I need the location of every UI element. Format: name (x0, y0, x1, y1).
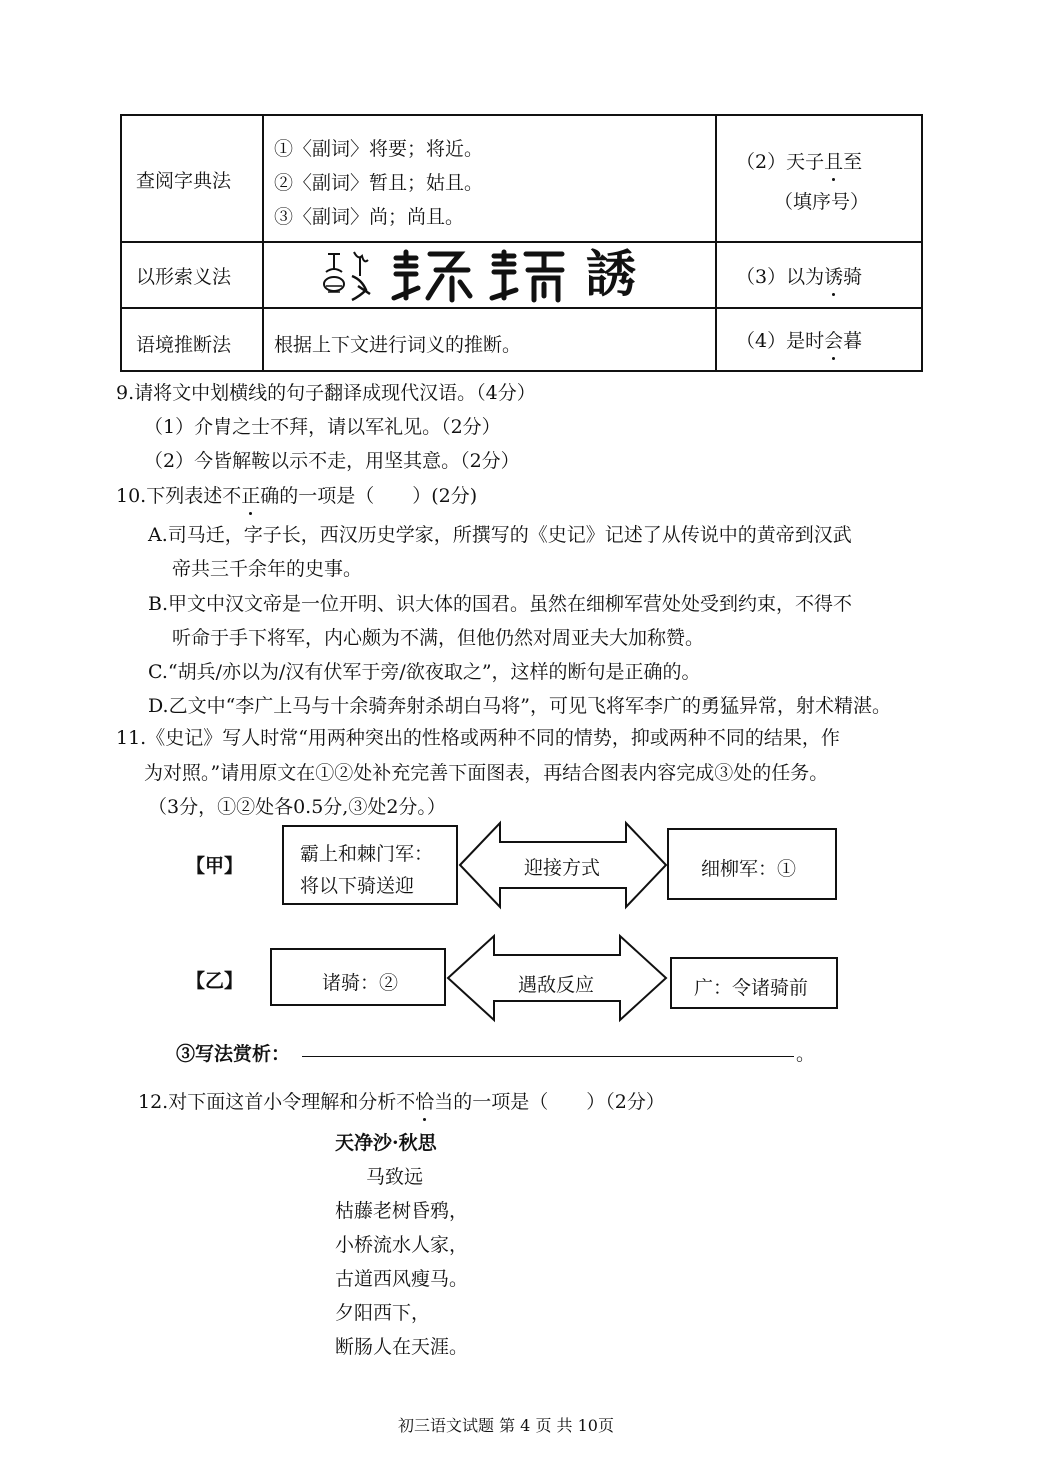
question-9-item: （1）介胄之士不拜，请以军礼见。（2分） (144, 416, 501, 438)
question-10-title: 10.下列表述不正确的一项是（ ）(2分) (116, 481, 477, 508)
question-11-line: 11.《史记》写人时常“用两种突出的性格或两种不同的情势，抑或两种不同的结果，作 (116, 727, 840, 749)
jia-left-line: 将以下骑送迎 (300, 875, 415, 897)
emphasis-phrase: 不恰当 (396, 1087, 453, 1114)
option-b: B.甲文中汉文帝是一位开明、识大体的国君。虽然在细柳军营处处受到约束，不得不 (148, 593, 853, 615)
poem-line: 古道西风瘦马。 (335, 1268, 469, 1290)
poem-title: 天净沙·秋思 (335, 1132, 437, 1154)
jia-right-box (667, 828, 837, 900)
character-evolution-glyphs (318, 244, 688, 304)
task-3-end: 。 (796, 1043, 816, 1065)
diagram-label-jia: 【甲】 (186, 855, 244, 877)
table-divider (715, 116, 717, 370)
example-cell: （2）天子且至 (736, 147, 862, 174)
yi-right-box (670, 957, 838, 1009)
option-d: D.乙文中“李广上马与十余骑奔射杀胡白马将”，可见飞将军李广的勇猛异常，射术精湛。 (148, 695, 892, 717)
question-9-title: 9.请将文中划横线的句子翻译成现代汉语。（4分） (116, 382, 536, 404)
poem-line: 夕阳西下， (335, 1302, 431, 1324)
jia-left-box (282, 825, 458, 905)
method-cell: 以形索义法 (136, 266, 232, 288)
poem-author: 马致远 (366, 1166, 424, 1188)
emphasis-char: 且 (824, 147, 843, 174)
emphasis-phrase: 不正确 (222, 485, 279, 507)
bronze-glyph-icon (390, 248, 476, 304)
yi-right-text: 广：令诸骑前 (694, 977, 809, 999)
option-a: A.司马迁，字子长，西汉历史学家，所撰写的《史记》记述了从传说中的黄帝到汉武 (148, 524, 852, 546)
option-a-cont: 帝共三千余年的史事。 (172, 558, 363, 580)
question-9-item: （2）今皆解鞍以示不走，用坚其意。（2分） (144, 450, 520, 472)
jia-left-line: 霸上和棘门军： (300, 843, 434, 865)
table-divider (122, 307, 921, 309)
poem-line: 枯藤老树昏鸦， (335, 1200, 469, 1222)
yi-arrow-label: 遇敌反应 (518, 974, 595, 996)
diagram-label-yi: 【乙】 (186, 970, 244, 992)
question-11-score: （3分，①②处各0.5分,③处2分。） (148, 796, 446, 818)
poem-line: 小桥流水人家， (335, 1234, 469, 1256)
definition-line: 根据上下文进行词义的推断。 (274, 334, 522, 356)
definition-line: ②〈副词〉暂且；姑且。 (274, 172, 484, 194)
definition-line: ①〈副词〉将要；将近。 (274, 138, 484, 160)
definition-line: ③〈副词〉尚；尚且。 (274, 206, 465, 228)
method-cell: 查阅字典法 (136, 170, 232, 192)
table-divider (262, 116, 264, 370)
task-3-label: ③写法赏析： (176, 1043, 291, 1065)
emphasis-char: 诱 (824, 262, 843, 289)
jia-arrow-label: 迎接方式 (524, 857, 601, 879)
table-divider (122, 241, 921, 243)
question-12-title: 12.对下面这首小令理解和分析不恰当的一项是（ ）（2分） (138, 1087, 665, 1114)
emphasis-char: 会 (824, 326, 843, 353)
option-c: C.“胡兵/亦以为/汉有伏军于旁/欲夜取之”，这样的断句是正确的。 (148, 661, 701, 683)
seal-glyph-icon (486, 248, 572, 304)
question-11-line: 为对照。”请用原文在①②处补充完善下面图表，再结合图表内容完成③处的任务。 (144, 762, 829, 784)
poem-line: 断肠人在天涯。 (335, 1336, 469, 1358)
method-cell: 语境推断法 (136, 334, 232, 356)
answer-blank (302, 1056, 794, 1057)
example-cell: （4）是时会暮 (736, 326, 862, 353)
jia-right-text: 细柳军：① (701, 858, 797, 880)
yi-left-box (270, 948, 446, 1006)
regular-script-glyph: 誘 (586, 245, 636, 303)
oracle-glyph-icon (318, 246, 378, 306)
method-table (120, 114, 923, 372)
example-cell: （3）以为诱骑 (736, 262, 862, 289)
page-footer: 初三语文试题 第 4 页 共 10页 (398, 1416, 614, 1435)
yi-left-text: 诸骑：② (322, 972, 399, 994)
option-b-cont: 听命于手下将军，内心颇为不满，但他仍然对周亚夫大加称赞。 (172, 627, 705, 649)
example-note: （填序号） (774, 191, 870, 213)
